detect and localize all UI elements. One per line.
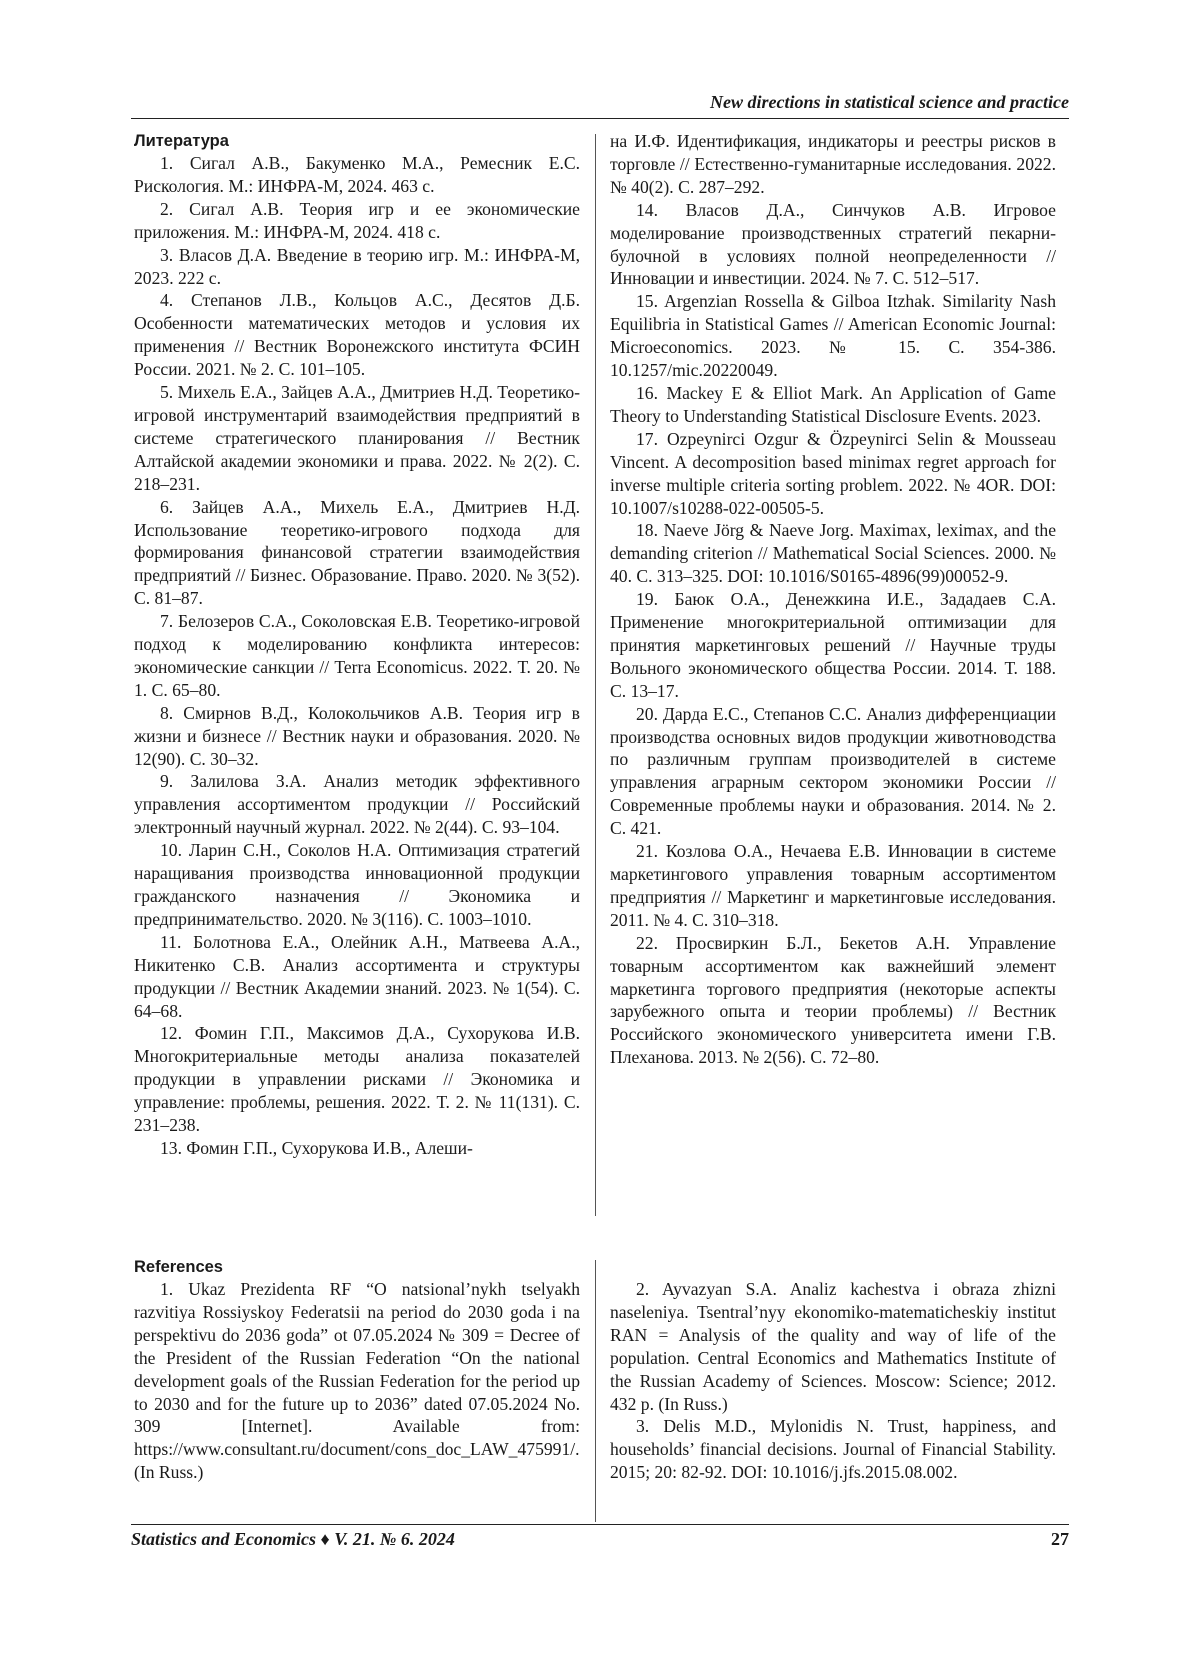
reference-entry-14: 14. Власов Д.А., Синчуков А.В. Игровое моделирование производственных стратегий пекарни-булочной в условиях полной неопределенности // Инновации и инвестиции. 2024. № 7. С. 512–517. [610, 199, 1056, 289]
reference-entry-9: 9. Залилова З.А. Анализ методик эффективного управления ассортиментом продукции // Российский электронный научный журнал. 2022. № 2(44). С. 93–104. [134, 771, 580, 838]
reference-entry-3: 3. Власов Д.А. Введение в теорию игр. М.: ИНФРА-М, 2023. 222 с. [134, 244, 580, 288]
reference-entry-19: 19. Баюк О.А., Денежкина И.Е., Зададаев С.А. Применение многокритериальной оптимизации для принятия маркетинговых решений // Научные труды Вольного экономического общества России. 2014. Т. 188. С. 13–17. [610, 589, 1056, 701]
references-section [134, 1256, 1056, 1526]
reference-entry-2: 2. Сигал А.В. Теория игр и ее экономические приложения. М.: ИНФРА-М, 2024. 418 с. [134, 198, 580, 242]
english-reference-entry-2: 2. Ayvazyan S.A. Analiz kachestva i obraza zhizni naseleniya. Tsentral’nyy ekonomiko-matematicheskiy institut RAN = Analysis of the quality and way of life of the population. Central Economics and Mathematics Institute of the Russian Academy of Sciences. Moscow: Science; 2012. 432 p. (In Russ.) [610, 1279, 1056, 1414]
reference-entry-7: 7. Белозеров С.А., Соколовская Е.В. Теоретико-игровой подход к моделированию конфликта интересов: экономические санкции // Terra Economicus. 2022. Т. 20. № 1. С. 65–80. [134, 611, 580, 700]
reference-entry-16: 16. Mackey E & Elliot Mark. An Application of Game Theory to Understanding Statistical Disclosure Events. 2023. [610, 382, 1056, 426]
references-right-column [610, 1256, 1056, 1484]
reference-entry-8: 8. Смирнов В.Д., Колокольчиков А.В. Теория игр в жизни и бизнесе // Вестник науки и образования. 2020. № 12(90). С. 30–32. [134, 702, 580, 769]
reference-entry-1: 1. Сигал А.В., Бакуменко М.А., Ремесник Е.С. Рискология. М.: ИНФРА-М, 2024. 463 с. [134, 153, 580, 196]
english-reference-entry-1: 1. Ukaz Prezidenta RF “O natsional’nykh tselyakh razvitiya Rossiyskoy Federatsii na period do 2030 goda i na perspektivu do 2036 goda” ot 07.05.2024 № 309 = Decree of the President of the Russian Federation “On the national development goals of the Russian Federation for the period up to 2030 and for the future up to 2036” dated 07.05.2024 No. 309 [Internet]. Available from: https://www.consultant.ru/document/cons_doc_LAW_475991/. (In Russ.) [134, 1279, 580, 1483]
reference-entry-18: 18. Naeve Jörg & Naeve Jorg. Maximax, leximax, and the demanding criterion // Mathematical Social Sciences. 2000. № 40. С. 313–325. DOI: 10.1016/S0165-4896(99)00052-9. [610, 520, 1056, 587]
reference-entry-12: 12. Фомин Г.П., Максимов Д.А., Сухорукова И.В. Многокритериальные методы анализа показателей продукции в управлении рисками // Экономика и управление: проблемы, решения. 2022. Т. 2. № 11(131). С. 231–238. [134, 1023, 580, 1136]
reference-entry-13: 13. Фомин Г.П., Сухорукова И.В., Алеши- [160, 1137, 473, 1158]
literature-left-column [134, 130, 580, 1160]
references-left-column [134, 1256, 580, 1484]
reference-entry-20: 20. Дарда Е.С., Степанов С.С. Анализ дифференциации производства основных видов продукции животноводства по различным группам производителей в системе управления аграрным сектором экономики России // Современные проблемы науки и образования. 2014. № 2. С. 421. [610, 703, 1056, 839]
page-number: 27 [1051, 1529, 1069, 1549]
english-reference-entry-3: 3. Delis M.D., Mylonidis N. Trust, happiness, and households’ financial decisions. Journal of Financial Stability. 2015; 20: 82-92. DOI: 10.1016/j.jfs.2015.08.002. [610, 1416, 1056, 1483]
literature-heading: Литература [134, 132, 229, 150]
literature-right-column [610, 130, 1056, 1069]
reference-entry-17: 17. Ozpeynirci Ozgur & Özpeynirci Selin & Mousseau Vincent. A decomposition based minimax regret approach for inverse multiple criteria sorting problem. 2022. № 4OR. DOI: 10.1007/s10288-022-00505-5. [610, 428, 1056, 518]
literature-section [134, 130, 1056, 1220]
reference-entry-4: 4. Степанов Л.В., Кольцов А.С., Десятов Д.Б. Особенности математических методов и условия их применения // Вестник Воронежского института ФСИН России. 2021. № 2. С. 101–105. [134, 290, 580, 380]
reference-entry-6: 6. Зайцев А.А., Михель Е.А., Дмитриев Н.Д. Использование теоретико-игрового подхода для формирования финансовой стратегии взаимодействия предприятий // Бизнес. Образование. Право. 2020. № 3(52). С. 81–87. [134, 496, 580, 609]
reference-entry-21: 21. Козлова О.А., Нечаева Е.В. Инновации в системе маркетингового управления товарным ассортиментом предприятия // Маркетинг и маркетинговые исследования. 2011. № 4. С. 310–318. [610, 841, 1056, 930]
column-divider [595, 134, 596, 1216]
reference-entry-5: 5. Михель Е.А., Зайцев А.А., Дмитриев Н.Д. Теоретико-игровой инструментарий взаимодействия предприятий в системе стратегического планирования // Вестник Алтайской академии экономики и права. 2022. № 2(2). С. 218–231. [134, 382, 580, 494]
page-footer [131, 1524, 1069, 1550]
references-heading: References [134, 1258, 223, 1276]
reference-entry-13-continued: на И.Ф. Идентификация, индикаторы и реестры рисков в торговле // Естественно-гуманитарные исследования. 2022. № 40(2). С. 287–292. [610, 131, 1056, 197]
reference-entry-15: 15. Argenzian Rossella & Gilboa Itzhak. Similarity Nash Equilibria in Statistical Games // American Economic Journal: Microeconomics. 2023. № 15. С. 354-386. 10.1257/mic.20220049. [610, 291, 1056, 381]
reference-entry-22: 22. Просвиркин Б.Л., Бекетов А.Н. Управление товарным ассортиментом как важнейший элемент маркетинга торгового предприятия (некоторые аспекты зарубежного опыта и теории проблемы) // Вестник Российского экономического университета имени Г.В. Плеханова. 2013. № 2(56). С. 72–80. [610, 932, 1056, 1068]
column-divider [595, 1260, 596, 1522]
journal-citation: Statistics and Economics ♦ V. 21. № 6. 2024 [131, 1529, 455, 1549]
running-head: New directions in statistical science and practice [131, 92, 1069, 119]
reference-entry-10: 10. Ларин С.Н., Соколов Н.А. Оптимизация стратегий наращивания производства инновационной продукции гражданского назначения // Экономика и предпринимательство. 2020. № 3(116). С. 1003–1010. [134, 840, 580, 929]
reference-entry-11: 11. Болотнова Е.А., Олейник А.Н., Матвеева А.А., Никитенко С.В. Анализ ассортимента и структуры продукции // Вестник Академии знаний. 2023. № 1(54). С. 64–68. [134, 931, 580, 1021]
